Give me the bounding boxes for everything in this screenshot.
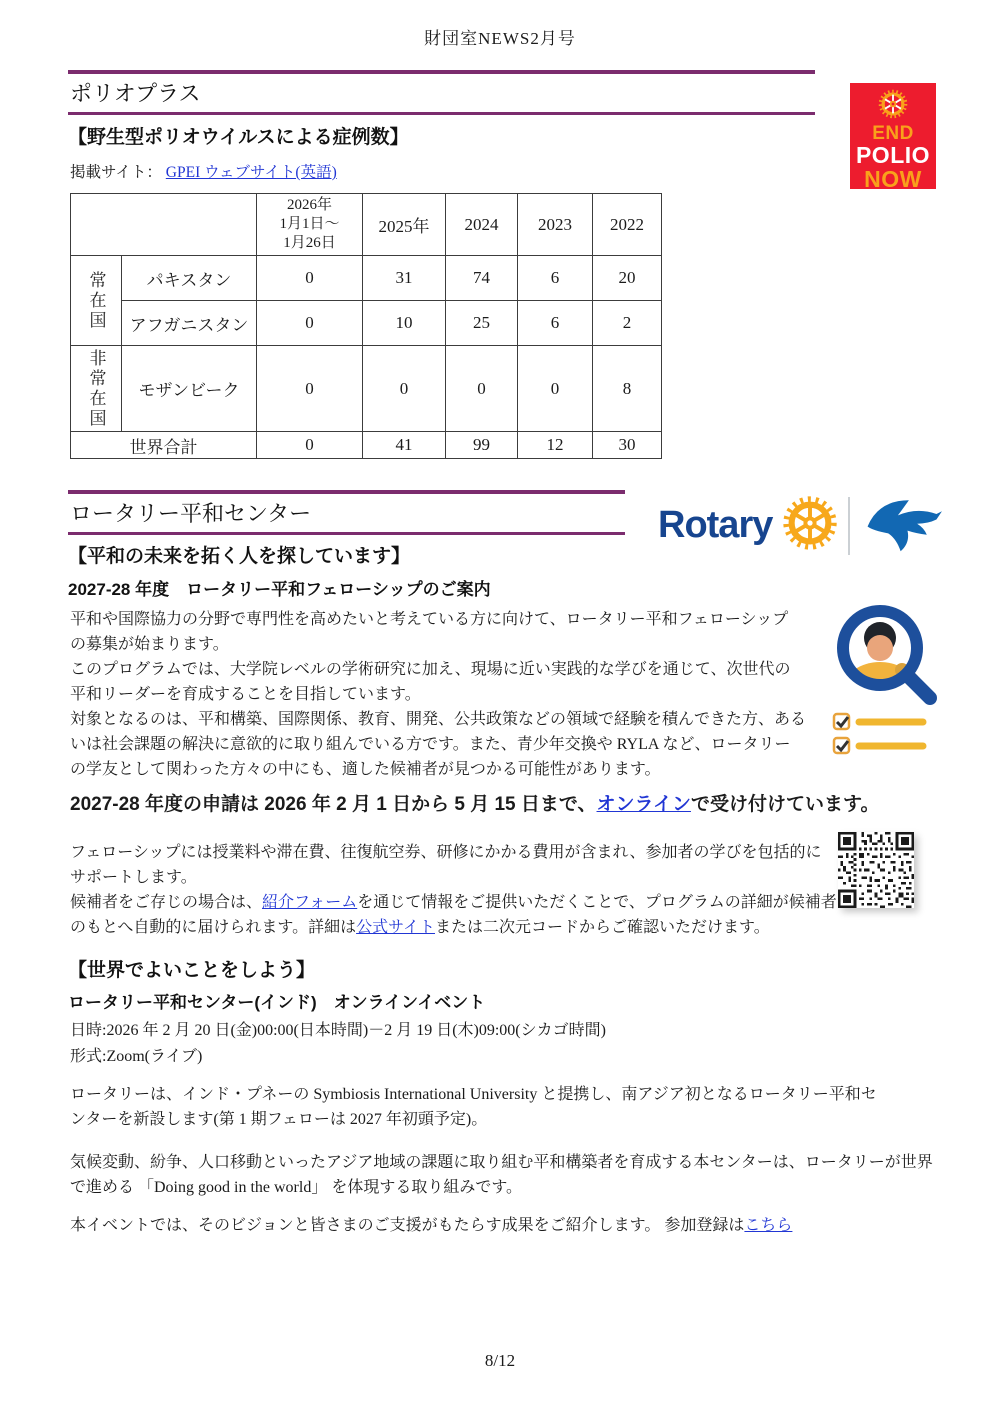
value-cell: 99 (446, 432, 518, 459)
table-row (71, 256, 662, 301)
application-period-line (70, 789, 879, 816)
value-cell: 0 (518, 346, 593, 432)
table-row (71, 346, 662, 432)
event-datetime: 日時:2026 年 2 月 20 日(金)00:00(日本時間)－2 月 19 日(木)09:00(シカゴ時間) (70, 1022, 606, 1039)
table-row (71, 301, 662, 346)
value-cell: 41 (363, 432, 446, 459)
source-label: 掲載サイト： (70, 164, 162, 181)
gpei-website-link[interactable]: GPEI ウェブサイト(英語) (165, 164, 337, 181)
table-total-row (71, 432, 662, 459)
value-cell: 10 (363, 301, 446, 346)
official-site-link[interactable]: 公式サイト (356, 919, 435, 936)
page-title: 財団室NEWS2月号 (424, 29, 576, 48)
section-title-peace-center: ロータリー平和センター (70, 501, 312, 526)
paragraph-line: 平和や国際協力の分野で専門性を高めたいと考えている方に向けて、ロータリー平和フェローシップ (70, 611, 789, 628)
qr-code (838, 832, 914, 908)
referral-form-link[interactable]: 紹介フォーム (262, 894, 358, 911)
paragraph-line: の学友として関わった方々の中にも、適した候補者が見つかる可能性があります。 (70, 761, 661, 778)
peace-dove-icon (860, 492, 944, 559)
section-title-polioplus: ポリオプラス (70, 81, 201, 106)
polio-cases-table (70, 193, 662, 459)
peace-heading: 【平和の未来を拓く人を探しています】 (68, 546, 411, 567)
candidate-search-illustration (826, 596, 940, 763)
apply-text-pre: 2027-28 年度の申請は 2026 年 2 月 1 日から 5 月 15 日まで、 (70, 794, 597, 815)
value-cell: 25 (446, 301, 518, 346)
value-cell: 74 (446, 256, 518, 301)
paragraph-line: のもとへ自動的に届けられます。詳細は公式サイトまたは二次元コードからご確認いただけます。 (70, 919, 770, 936)
table-header-row (71, 194, 662, 256)
fellowship-intro-paragraph (70, 607, 806, 782)
fellowship-detail-paragraph (70, 840, 837, 940)
value-cell: 0 (363, 346, 446, 432)
paragraph-line: で進める 「Doing good in the world」 を体現する取り組みです。 (70, 1179, 523, 1196)
value-cell: 6 (518, 301, 593, 346)
col-header-2025: 2025年 (363, 194, 446, 256)
rotary-wheel-icon (878, 89, 908, 124)
value-cell: 0 (257, 432, 363, 459)
event-paragraph-1 (70, 1082, 877, 1132)
end-polio-now-logo (850, 83, 936, 192)
event-paragraph-2 (70, 1150, 933, 1200)
section-header-peace-center (68, 490, 625, 535)
section-header-polioplus (68, 70, 815, 115)
group-label-non-endemic: 非常在国 (71, 346, 122, 432)
paragraph-line: 平和リーダーを育成することを目指しています。 (70, 686, 421, 703)
value-cell: 20 (593, 256, 662, 301)
apply-text-post: で受け付けています。 (690, 794, 880, 815)
value-cell: 0 (257, 301, 363, 346)
value-cell: 12 (518, 432, 593, 459)
end-polio-text-polio: POLIO (855, 142, 931, 168)
page-number: 8/12 (484, 1351, 516, 1370)
total-label: 世界合計 (71, 432, 257, 459)
value-cell: 0 (257, 256, 363, 301)
paragraph-line: いは社会課題の解決に意欲的に取り組んでいる方です。また、青少年交換や RYLA など、ロータリー (70, 736, 791, 753)
end-polio-text-end: END (872, 123, 914, 144)
fellowship-subheading: 2027-28 年度 ロータリー平和フェローシップのご案内 (68, 580, 491, 599)
divider-bar (68, 532, 625, 535)
online-application-link[interactable]: オンライン (596, 794, 691, 815)
value-cell: 0 (257, 346, 363, 432)
paragraph-line: フェローシップには授業料や滞在費、往復航空券、研修にかかる費用が含まれ、参加者の学びを包括的に (70, 844, 822, 861)
paragraph-line: ロータリーは、インド・プネーの Symbiosis International University と提携し、南アジア初となるロータリー平和セ (70, 1086, 877, 1103)
event-subheading: ロータリー平和センター(インド) オンラインイベント (68, 993, 486, 1012)
col-header-2022: 2022 (593, 194, 662, 256)
paragraph-line: 気候変動、紛争、人口移動といったアジア地域の課題に取り組む平和構築者を育成する本センターは、ロータリーが世界 (70, 1154, 933, 1171)
col-header-2023: 2023 (518, 194, 593, 256)
event-heading: 【世界でよいことをしよう】 (68, 960, 316, 981)
paragraph-line: サポートします。 (70, 869, 197, 886)
rotary-wheel-icon (782, 495, 838, 556)
value-cell: 0 (446, 346, 518, 432)
value-cell: 30 (593, 432, 662, 459)
col-header-2026-period: 2026年 1月1日～ 1月26日 (257, 194, 363, 256)
value-cell: 6 (518, 256, 593, 301)
polio-cases-heading: 【野生型ポリオウイルスによる症例数】 (68, 127, 409, 148)
rotary-wordmark: Rotary (658, 504, 773, 546)
country-cell: アフガニスタン (122, 301, 257, 346)
paragraph-line: 対象となるのは、平和構築、国際関係、教育、開発、公共政策などの領域で経験を積んできた方、ある (70, 711, 807, 728)
group-label-endemic: 常在国 (71, 256, 122, 346)
value-cell: 31 (363, 256, 446, 301)
logo-divider (848, 497, 850, 555)
value-cell: 2 (593, 301, 662, 346)
registration-link[interactable]: こちら (744, 1217, 793, 1234)
value-cell: 8 (593, 346, 662, 432)
paragraph-line: 候補者をご存じの場合は、紹介フォームを通じて情報をご提供いただくことで、プログラムの詳細が候補者 (70, 894, 837, 911)
checklist (834, 714, 923, 753)
paragraph-line: ンターを新設します(第 1 期フェローは 2027 年初頭予定)。 (70, 1111, 488, 1128)
event-format: 形式:Zoom(ライブ) (70, 1048, 203, 1065)
end-polio-text-now: NOW (864, 166, 922, 192)
col-header-2024: 2024 (446, 194, 518, 256)
paragraph-line: の募集が始まります。 (70, 636, 229, 653)
divider-bar (68, 112, 815, 115)
empty-header-cell (71, 194, 257, 256)
rotary-logo-lockup (658, 492, 944, 559)
event-registration-line: 本イベントでは、そのビジョンと皆さまのご支援がもたらす成果をご紹介します。 参加登録はこちら (70, 1217, 793, 1234)
country-cell: パキスタン (122, 256, 257, 301)
paragraph-line: このプログラムでは、大学院レベルの学術研究に加え、現場に近い実践的な学びを通じて、次世代の (70, 661, 791, 678)
country-cell: モザンビーク (122, 346, 257, 432)
source-line (70, 160, 337, 182)
